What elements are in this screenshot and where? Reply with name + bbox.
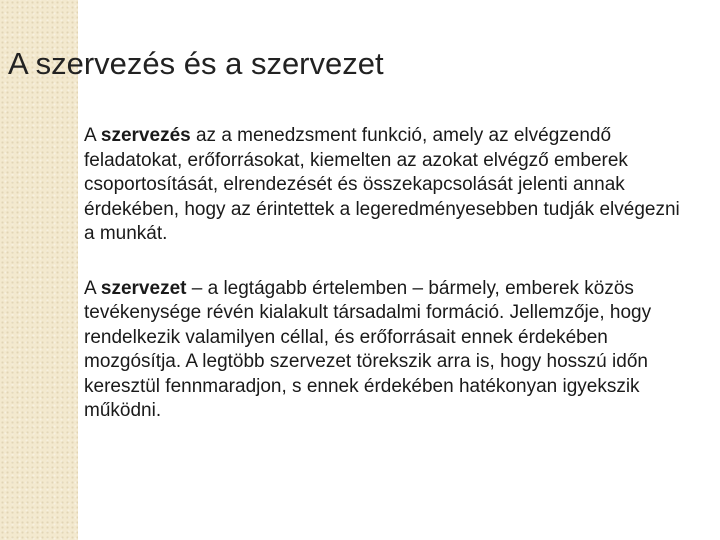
term-szervezet: szervezet (100, 277, 187, 299)
paragraph-text: – a legtágabb értelemben – bármely, emberek közös tevékenysége révén kialakult társadalmi formáció. Jellemzője, hogy rendelkezik valamilyen céllal, és erőforrásait ennek érdekében mozgósítja. A legtöbb szervezet törekszik arra is, hogy hosszú időn keresztül fennmaradjon, s ennek érdekében hatékonyan igyekszik működni. (84, 277, 652, 421)
paragraph-szervezes (84, 124, 694, 247)
term-szervezes: szervezés (100, 125, 191, 146)
slide-title: A szervezés és a szervezet (8, 46, 384, 81)
paragraph-lead: A (84, 125, 101, 146)
paragraph-text: az a menedzsment funkció, amely az elvégzendő feladatokat, erőforrásokat, kiemelten az azokat elvégző emberek csoportosítását, elrendezését és összekapcsolását jelenti annak érdekében, hogy az érintettek a legeredményesebben tudják elvégezni a munkát. (84, 125, 680, 244)
paragraph-lead: A (84, 277, 101, 299)
paragraph-szervezet (84, 277, 694, 424)
slide-body (84, 124, 694, 454)
